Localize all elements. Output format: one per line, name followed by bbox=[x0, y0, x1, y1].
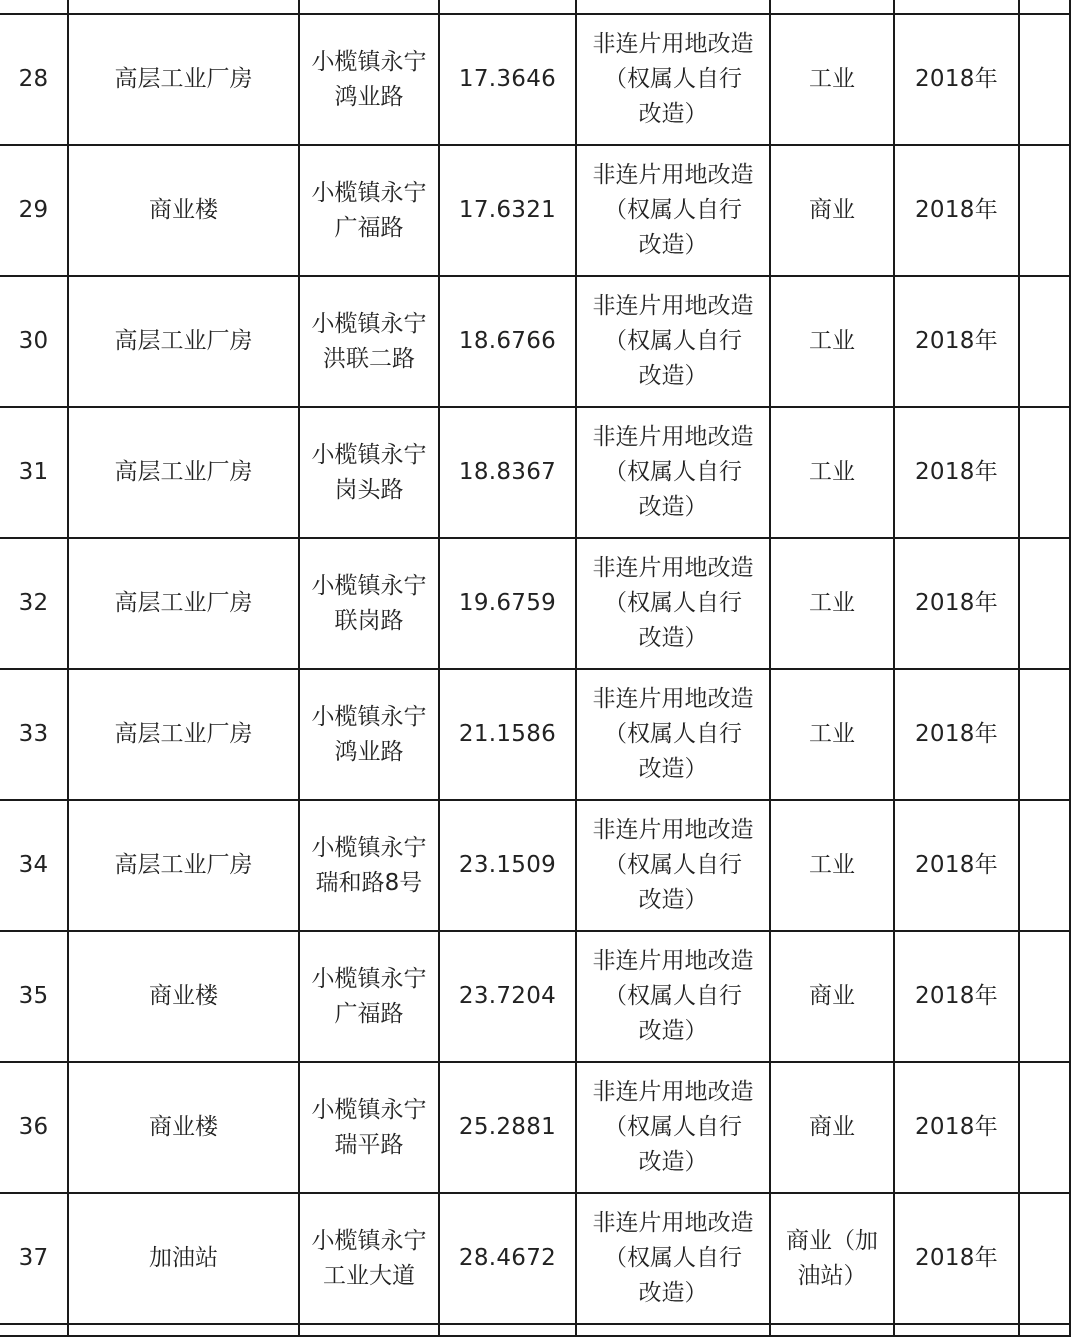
empty-cell bbox=[1019, 931, 1070, 1062]
location-line: 瑞和路8号 bbox=[315, 869, 423, 896]
area-value: 17.3646 bbox=[458, 66, 557, 92]
building-type: 高层工业厂房 bbox=[114, 721, 253, 747]
table-row bbox=[0, 145, 1070, 276]
renovation-method-line: 改造） bbox=[638, 363, 708, 389]
renovation-method-line: 非连片用地改造 bbox=[592, 162, 754, 188]
land-use-line: 工业 bbox=[809, 590, 855, 616]
year-value: 2018年 bbox=[914, 590, 999, 616]
renovation-method-line: 改造） bbox=[638, 232, 708, 258]
empty-cell bbox=[68, 0, 299, 14]
renovation-method-line: 非连片用地改造 bbox=[592, 948, 754, 974]
year-value: 2018年 bbox=[914, 983, 999, 1009]
row-number-cell bbox=[0, 538, 68, 669]
empty-cell bbox=[1019, 800, 1070, 931]
renovation-method-line: 非连片用地改造 bbox=[592, 424, 754, 450]
renovation-method-line: 改造） bbox=[638, 1018, 708, 1044]
location-line: 洪联二路 bbox=[323, 345, 415, 372]
location-cell bbox=[299, 276, 439, 407]
row-number-cell bbox=[0, 145, 68, 276]
year-value: 2018年 bbox=[914, 66, 999, 92]
land-use-line: 商业 bbox=[809, 197, 855, 223]
location-line: 联岗路 bbox=[334, 607, 404, 634]
renovation-method-cell bbox=[576, 1193, 770, 1324]
empty-cell bbox=[1019, 407, 1070, 538]
empty-cell bbox=[770, 1324, 894, 1336]
renovation-method-line: （权属人自行 bbox=[604, 983, 742, 1009]
area-value: 21.1586 bbox=[458, 721, 557, 747]
empty-cell bbox=[1019, 145, 1070, 276]
empty-cell bbox=[894, 1324, 1019, 1336]
location-line: 小榄镇永宁 bbox=[311, 572, 427, 599]
empty-cell bbox=[1019, 1324, 1070, 1336]
empty-cell bbox=[576, 0, 770, 14]
year-cell bbox=[894, 276, 1019, 407]
area-value: 28.4672 bbox=[458, 1245, 557, 1271]
land-use-line: 工业 bbox=[809, 459, 855, 485]
location-line: 工业大道 bbox=[323, 1262, 415, 1289]
land-use-cell bbox=[770, 407, 894, 538]
building-type: 高层工业厂房 bbox=[114, 328, 253, 354]
renovation-method-line: 非连片用地改造 bbox=[592, 1210, 754, 1236]
row-number: 34 bbox=[18, 852, 49, 878]
row-number-cell bbox=[0, 14, 68, 145]
building-type-cell bbox=[68, 800, 299, 931]
location-cell bbox=[299, 145, 439, 276]
location-line: 小榄镇永宁 bbox=[311, 965, 427, 992]
renovation-method-line: （权属人自行 bbox=[604, 1114, 742, 1140]
renovation-method-line: （权属人自行 bbox=[604, 459, 742, 485]
renovation-method-cell bbox=[576, 800, 770, 931]
location-line: 小榄镇永宁 bbox=[311, 834, 427, 861]
renovation-method-line: 改造） bbox=[638, 756, 708, 782]
empty-cell bbox=[1019, 669, 1070, 800]
empty-cell bbox=[1019, 14, 1070, 145]
land-use-cell bbox=[770, 669, 894, 800]
renovation-method-line: 改造） bbox=[638, 1280, 708, 1306]
table-row bbox=[0, 800, 1070, 931]
area-cell bbox=[439, 669, 576, 800]
row-number-cell bbox=[0, 800, 68, 931]
empty-cell bbox=[1019, 1193, 1070, 1324]
location-cell bbox=[299, 538, 439, 669]
location-cell bbox=[299, 14, 439, 145]
building-type-cell bbox=[68, 145, 299, 276]
row-number: 37 bbox=[18, 1245, 49, 1271]
table-row bbox=[0, 276, 1070, 407]
area-cell bbox=[439, 145, 576, 276]
renovation-method-cell bbox=[576, 538, 770, 669]
empty-cell bbox=[1019, 276, 1070, 407]
area-value: 25.2881 bbox=[458, 1114, 557, 1140]
year-value: 2018年 bbox=[914, 328, 999, 354]
row-number-cell bbox=[0, 669, 68, 800]
land-use-line: 工业 bbox=[809, 66, 855, 92]
row-number: 36 bbox=[18, 1114, 49, 1140]
renovation-method-cell bbox=[576, 145, 770, 276]
renovation-method-line: 改造） bbox=[638, 101, 708, 127]
land-use-cell bbox=[770, 800, 894, 931]
area-value: 23.1509 bbox=[458, 852, 557, 878]
renovation-method-line: 非连片用地改造 bbox=[592, 686, 754, 712]
table-row bbox=[0, 669, 1070, 800]
renovation-method-line: （权属人自行 bbox=[604, 66, 742, 92]
building-type: 商业楼 bbox=[149, 1114, 218, 1140]
building-type-cell bbox=[68, 14, 299, 145]
area-cell bbox=[439, 14, 576, 145]
year-cell bbox=[894, 1062, 1019, 1193]
row-number: 35 bbox=[18, 983, 49, 1009]
table-row bbox=[0, 407, 1070, 538]
empty-cell bbox=[1019, 0, 1070, 14]
building-type: 高层工业厂房 bbox=[114, 852, 253, 878]
location-line: 岗头路 bbox=[334, 476, 404, 503]
area-value: 18.8367 bbox=[458, 459, 557, 485]
building-type: 高层工业厂房 bbox=[114, 459, 253, 485]
year-value: 2018年 bbox=[914, 1114, 999, 1140]
renovation-method-line: 非连片用地改造 bbox=[592, 31, 754, 57]
renovation-method-cell bbox=[576, 669, 770, 800]
empty-cell bbox=[894, 0, 1019, 14]
area-value: 19.6759 bbox=[458, 590, 557, 616]
year-value: 2018年 bbox=[914, 852, 999, 878]
renovation-method-line: 改造） bbox=[638, 625, 708, 651]
area-cell bbox=[439, 931, 576, 1062]
table-row bbox=[0, 1193, 1070, 1324]
land-use-cell bbox=[770, 1062, 894, 1193]
renovation-method-line: 改造） bbox=[638, 1149, 708, 1175]
renovation-method-line: （权属人自行 bbox=[604, 1245, 742, 1271]
land-use-line: 工业 bbox=[809, 721, 855, 747]
building-type: 商业楼 bbox=[149, 983, 218, 1009]
building-type-cell bbox=[68, 669, 299, 800]
empty-cell bbox=[439, 1324, 576, 1336]
land-use-cell bbox=[770, 931, 894, 1062]
building-type-cell bbox=[68, 538, 299, 669]
empty-cell bbox=[1019, 1062, 1070, 1193]
year-value: 2018年 bbox=[914, 197, 999, 223]
land-use-line: 工业 bbox=[809, 328, 855, 354]
row-number: 31 bbox=[18, 459, 49, 485]
row-number: 28 bbox=[18, 66, 49, 92]
table-row bbox=[0, 538, 1070, 669]
location-cell bbox=[299, 931, 439, 1062]
renovation-method-line: 非连片用地改造 bbox=[592, 1079, 754, 1105]
table-row bbox=[0, 931, 1070, 1062]
location-line: 鸿业路 bbox=[334, 83, 404, 110]
area-cell bbox=[439, 538, 576, 669]
renovation-method-line: （权属人自行 bbox=[604, 852, 742, 878]
empty-cell bbox=[0, 1324, 68, 1336]
building-type-cell bbox=[68, 1062, 299, 1193]
empty-cell bbox=[68, 1324, 299, 1336]
table-row-partial-top bbox=[0, 0, 1070, 14]
land-use-cell bbox=[770, 276, 894, 407]
building-type: 商业楼 bbox=[149, 197, 218, 223]
renovation-method-line: （权属人自行 bbox=[604, 328, 742, 354]
location-line: 瑞平路 bbox=[334, 1131, 404, 1158]
land-use-line: 工业 bbox=[809, 852, 855, 878]
location-line: 小榄镇永宁 bbox=[311, 179, 427, 206]
building-type-cell bbox=[68, 1193, 299, 1324]
row-number-cell bbox=[0, 276, 68, 407]
renovation-method-cell bbox=[576, 276, 770, 407]
area-cell bbox=[439, 276, 576, 407]
location-line: 小榄镇永宁 bbox=[311, 703, 427, 730]
year-value: 2018年 bbox=[914, 1245, 999, 1271]
land-use-cell bbox=[770, 1193, 894, 1324]
year-cell bbox=[894, 669, 1019, 800]
area-cell bbox=[439, 1193, 576, 1324]
location-line: 小榄镇永宁 bbox=[311, 441, 427, 468]
empty-cell bbox=[770, 0, 894, 14]
year-cell bbox=[894, 800, 1019, 931]
renovation-method-line: 非连片用地改造 bbox=[592, 817, 754, 843]
location-cell bbox=[299, 1193, 439, 1324]
location-line: 小榄镇永宁 bbox=[311, 48, 427, 75]
location-line: 小榄镇永宁 bbox=[311, 310, 427, 337]
location-line: 鸿业路 bbox=[334, 738, 404, 765]
table-row bbox=[0, 14, 1070, 145]
area-cell bbox=[439, 407, 576, 538]
row-number: 30 bbox=[18, 328, 49, 354]
land-use-cell bbox=[770, 14, 894, 145]
row-number: 29 bbox=[18, 197, 49, 223]
location-line: 小榄镇永宁 bbox=[311, 1227, 427, 1254]
building-type-cell bbox=[68, 407, 299, 538]
empty-cell bbox=[0, 0, 68, 14]
building-type: 高层工业厂房 bbox=[114, 590, 253, 616]
renovation-method-cell bbox=[576, 1062, 770, 1193]
row-number: 32 bbox=[18, 590, 49, 616]
land-use-cell bbox=[770, 538, 894, 669]
renovation-method-line: 非连片用地改造 bbox=[592, 293, 754, 319]
renovation-method-line: （权属人自行 bbox=[604, 197, 742, 223]
year-cell bbox=[894, 14, 1019, 145]
renovation-method-cell bbox=[576, 14, 770, 145]
area-cell bbox=[439, 800, 576, 931]
area-value: 23.7204 bbox=[458, 983, 557, 1009]
year-value: 2018年 bbox=[914, 721, 999, 747]
renovation-method-line: （权属人自行 bbox=[604, 721, 742, 747]
table-row-partial-bottom bbox=[0, 1324, 1070, 1336]
building-type-cell bbox=[68, 931, 299, 1062]
year-cell bbox=[894, 407, 1019, 538]
row-number: 33 bbox=[18, 721, 49, 747]
year-cell bbox=[894, 538, 1019, 669]
year-value: 2018年 bbox=[914, 459, 999, 485]
renovation-method-line: 非连片用地改造 bbox=[592, 555, 754, 581]
area-value: 17.6321 bbox=[458, 197, 557, 223]
location-line: 小榄镇永宁 bbox=[311, 1096, 427, 1123]
building-type-cell bbox=[68, 276, 299, 407]
empty-cell bbox=[439, 0, 576, 14]
location-cell bbox=[299, 407, 439, 538]
empty-cell bbox=[299, 0, 439, 14]
land-use-line: 商业 bbox=[809, 983, 855, 1009]
renovation-method-cell bbox=[576, 931, 770, 1062]
building-type: 加油站 bbox=[149, 1245, 218, 1271]
land-use-cell bbox=[770, 145, 894, 276]
year-cell bbox=[894, 931, 1019, 1062]
location-cell bbox=[299, 669, 439, 800]
row-number-cell bbox=[0, 1193, 68, 1324]
year-cell bbox=[894, 1193, 1019, 1324]
year-cell bbox=[894, 145, 1019, 276]
location-line: 广福路 bbox=[334, 214, 404, 241]
renovation-method-line: 改造） bbox=[638, 887, 708, 913]
land-use-line: 商业 bbox=[809, 1114, 855, 1140]
location-cell bbox=[299, 800, 439, 931]
location-line: 广福路 bbox=[334, 1000, 404, 1027]
empty-cell bbox=[299, 1324, 439, 1336]
renovation-method-cell bbox=[576, 407, 770, 538]
location-cell bbox=[299, 1062, 439, 1193]
building-type: 高层工业厂房 bbox=[114, 66, 253, 92]
empty-cell bbox=[1019, 538, 1070, 669]
row-number-cell bbox=[0, 407, 68, 538]
row-number-cell bbox=[0, 931, 68, 1062]
empty-cell bbox=[576, 1324, 770, 1336]
renovation-method-line: 改造） bbox=[638, 494, 708, 520]
land-use-line: 商业（加 bbox=[786, 1227, 878, 1254]
land-use-line: 油站） bbox=[797, 1262, 867, 1289]
area-cell bbox=[439, 1062, 576, 1193]
table-row bbox=[0, 1062, 1070, 1193]
row-number-cell bbox=[0, 1062, 68, 1193]
area-value: 18.6766 bbox=[458, 328, 557, 354]
renovation-method-line: （权属人自行 bbox=[604, 590, 742, 616]
